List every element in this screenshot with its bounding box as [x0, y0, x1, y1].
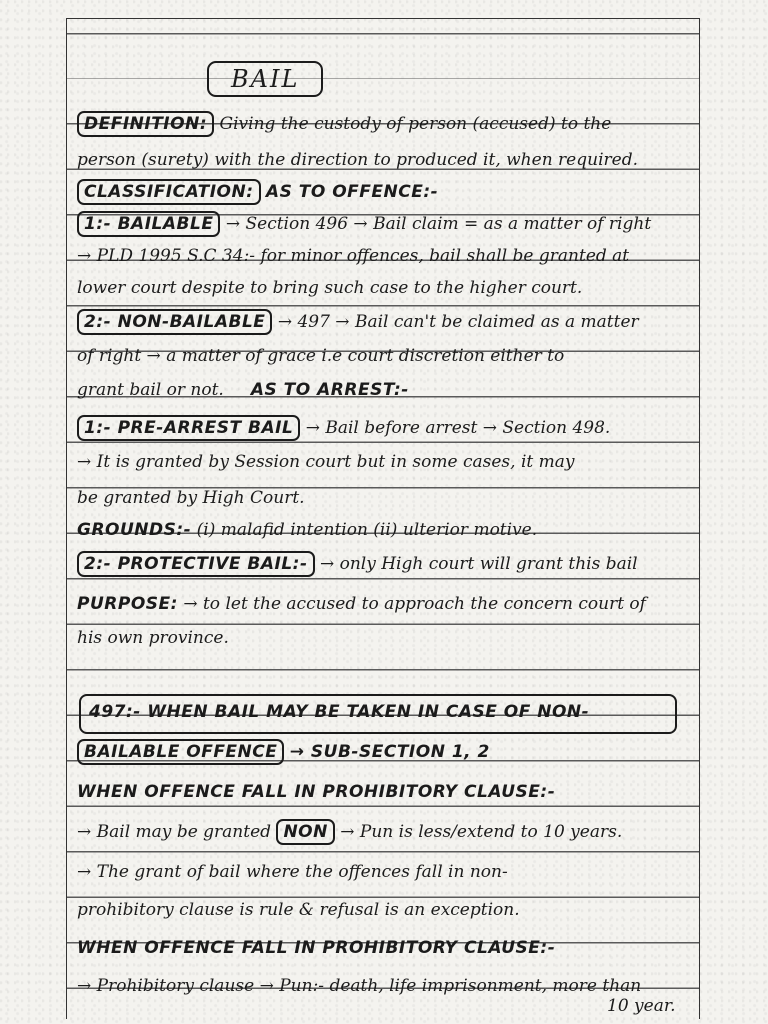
non-bailable-line [77, 309, 693, 335]
non-bailable-text-2: of right → a matter of grace i.e court discretion either to [77, 346, 565, 366]
bailable-text: → Section 496 → Bail claim = as a matter of right [225, 214, 652, 234]
purpose-line-2 [77, 627, 693, 649]
bailable-text-2: → PLD 1995 S.C 34:- for minor offences, bail shall be granted at [77, 246, 630, 266]
section-497-subsection: → SUB-SECTION 1, 2 [289, 742, 490, 762]
page-title: BAIL [207, 61, 323, 97]
section-497-line [89, 701, 693, 723]
non-prohibitory-line-3 [77, 899, 693, 921]
bailable-text-3: lower court despite to bring such case to the higher court. [77, 278, 583, 298]
protective-text: → only High court will grant this bail [319, 554, 638, 574]
non-prohibitory-text-2: → The grant of bail where the offences fall in non- [77, 862, 508, 882]
non-prohibitory-text-3: prohibitory clause is rule & refusal is an exception. [77, 900, 520, 920]
definition-text: Giving the custody of person (accused) to the [219, 114, 612, 134]
purpose-text-2: his own province. [77, 628, 229, 648]
pre-arrest-text: → Bail before arrest → Section 498. [305, 418, 611, 438]
bailable-line-2 [77, 245, 693, 267]
section-497-box: BAILABLE OFFENCE [77, 739, 284, 765]
non-prohibitory-text-1-post: → Pun is less/extend to 10 years. [340, 822, 623, 842]
non-bailable-line-3 [77, 379, 693, 401]
pre-arrest-label: 1:- PRE-ARREST BAIL [77, 415, 300, 441]
pre-arrest-text-3: be granted by High Court. [77, 488, 305, 508]
definition-line-2 [77, 149, 693, 171]
grounds-label: GROUNDS:- [77, 520, 192, 540]
grounds-text: (i) malafid intention (ii) ulterior motive. [196, 520, 538, 540]
bailable-line-3 [77, 277, 693, 299]
prohibitory-heading: WHEN OFFENCE FALL IN PROHIBITORY CLAUSE:- [77, 938, 556, 958]
classification-label: CLASSIFICATION: [77, 179, 261, 205]
notebook-page [66, 18, 700, 1019]
bailable-label: 1:- BAILABLE [77, 211, 220, 237]
non-box: NON [276, 819, 334, 845]
prohibitory-heading-line [77, 937, 693, 959]
non-prohibitory-text-1-pre: → Bail may be granted [77, 822, 272, 842]
bailable-line [77, 211, 693, 237]
protective-line [77, 551, 693, 577]
non-prohibitory-line-2 [77, 861, 693, 883]
non-prohibitory-heading: WHEN OFFENCE FALL IN PROHIBITORY CLAUSE:- [77, 782, 556, 802]
purpose-label: PURPOSE: [77, 594, 178, 614]
section-497-line-2 [77, 739, 693, 765]
non-prohibitory-line-1 [77, 819, 693, 845]
arrest-heading: AS TO ARREST:- [250, 380, 409, 400]
non-bailable-text-3: grant bail or not. [77, 380, 224, 400]
non-prohibitory-heading-line [77, 781, 693, 803]
purpose-text: → to let the accused to approach the concern court of [183, 594, 646, 614]
prohibitory-line-2 [607, 995, 693, 1017]
prohibitory-text-2: 10 year. [607, 996, 676, 1016]
classification-text: AS TO OFFENCE:- [265, 182, 439, 202]
section-497-heading: 497:- WHEN BAIL MAY BE TAKEN IN CASE OF NON- [89, 702, 590, 722]
pre-arrest-line [77, 415, 693, 441]
grounds-line [77, 519, 693, 541]
pre-arrest-line-2 [77, 451, 693, 473]
prohibitory-line-1 [77, 975, 693, 997]
definition-line [77, 111, 693, 137]
definition-label: DEFINITION: [77, 111, 214, 137]
non-bailable-text: → 497 → Bail can't be claimed as a matter [277, 312, 639, 332]
pre-arrest-text-2: → It is granted by Session court but in some cases, it may [77, 452, 575, 472]
pre-arrest-line-3 [77, 487, 693, 509]
non-bailable-line-2 [77, 345, 693, 367]
non-bailable-label: 2:- NON-BAILABLE [77, 309, 272, 335]
definition-text-2: person (surety) with the direction to produced it, when required. [77, 150, 638, 170]
prohibitory-text-1: → Prohibitory clause → Pun:- death, life imprisonment, more than [77, 976, 642, 996]
protective-label: 2:- PROTECTIVE BAIL:- [77, 551, 315, 577]
classification-line [77, 179, 693, 205]
purpose-line [77, 593, 693, 615]
